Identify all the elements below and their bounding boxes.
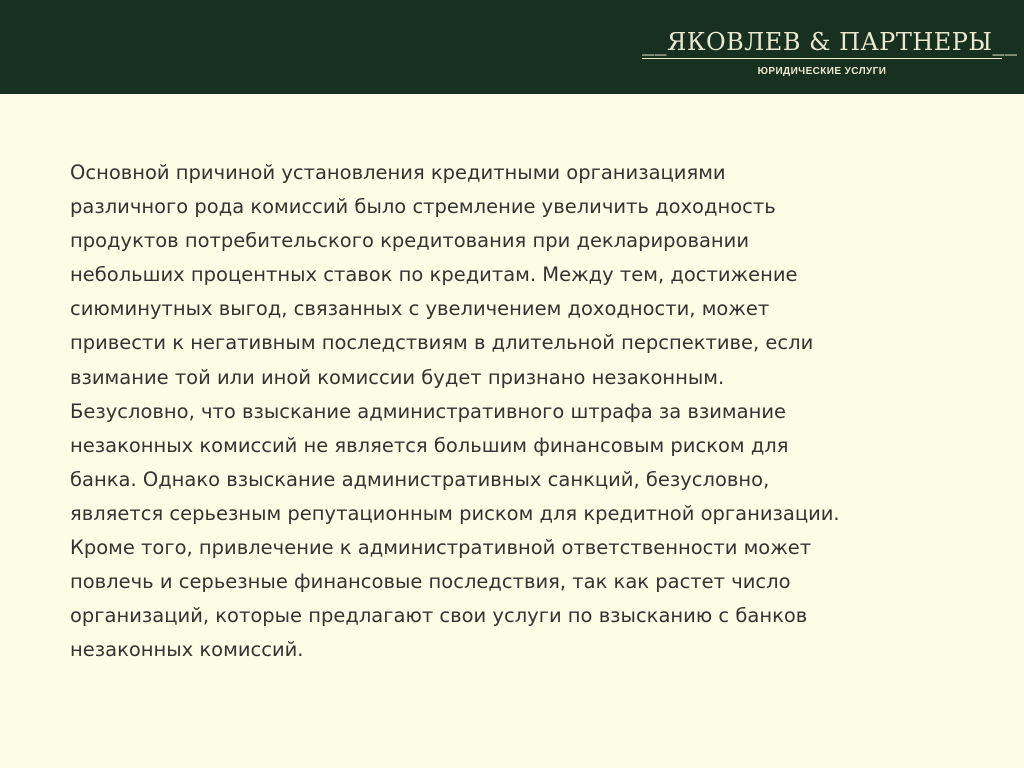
text-line: является серьезным репутационным риском для кредитной организации.: [70, 501, 840, 525]
text-line: Кроме того, привлечение к административной ответственности может: [70, 536, 812, 560]
brand-name: __ЯКОВЛЕВ & ПАРТНЕРЫ__: [642, 28, 1018, 56]
brand-subtitle: ЮРИДИЧЕСКИЕ УСЛУГИ: [757, 66, 887, 77]
text-line: различного рода комиссий было стремление увеличить доходность: [70, 195, 776, 219]
text-line: Основной причиной установления кредитными организациями: [70, 161, 726, 184]
text-line: привести к негативным последствиям в длительной перспективе, если: [70, 331, 814, 355]
text-line: банка. Однако взыскание административных санкций, безусловно,: [70, 467, 770, 491]
text-line: организаций, которые предлагают свои услуги по взысканию с банков: [70, 604, 808, 628]
text-line: повлечь и серьезные финансовые последствия, так как растет число: [70, 570, 791, 594]
brand-logo: [642, 24, 1018, 78]
brand-name-text: ЯКОВЛЕВ & ПАРТНЕРЫ: [667, 28, 993, 56]
text-line: незаконных комиссий не является большим финансовым риском для: [70, 433, 789, 457]
slide-header: [0, 0, 1024, 94]
text-line: продуктов потребительского кредитования при декларировании: [70, 229, 750, 253]
brand-divider: [642, 58, 1002, 59]
slide-body-text: [70, 156, 990, 667]
text-line: незаконных комиссий.: [70, 638, 304, 662]
text-line: сиюминутных выгод, связанных с увеличением доходности, может: [70, 297, 770, 321]
text-line: взимание той или иной комиссии будет признано незаконным.: [70, 365, 725, 389]
text-line: Безусловно, что взыскание административного штрафа за взимание: [70, 399, 787, 423]
text-line: небольших процентных ставок по кредитам. Между тем, достижение: [70, 263, 798, 287]
